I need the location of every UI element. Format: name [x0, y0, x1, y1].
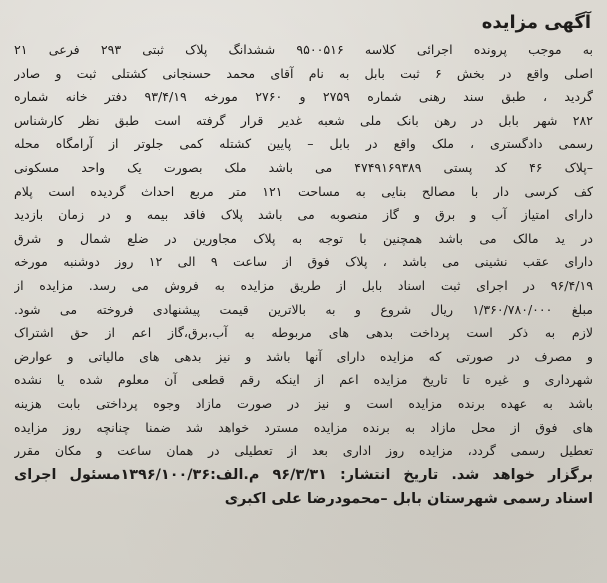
notice-line: تعطیل رسمی گردد، مزایده روز اداری بعد از تعطیلی در همان ساعت و مکان مقرر: [14, 443, 593, 459]
notice-line: ۲۸۲ شهر بابل در رهن بانک ملی شعبه غدیر قرار گرفته است طبق نظر کارشناس: [14, 112, 593, 128]
notice-line: دارای عقب نشینی می باشد ، پلاک فوق از ساعت ۹ الی ۱۲ روز دوشنبه مورخه: [14, 254, 593, 270]
notice-closing-line: برگزار خواهد شد. تاریخ انتشار: ۹۶/۳/۳۱ م.الف:۱۳۹۶/۱۰۰/۳۶مسئول اجرای: [14, 466, 593, 483]
notice-line: لازم به ذکر است پرداخت بدهی های مربوطه به آب،برق،گاز اعم از حق اشتراک: [14, 325, 593, 341]
notice-line: –پلاک ۴۶ کد پستی ۴۷۴۹۱۶۹۳۸۹ می باشد ملک بصورت یک واحد مسکونی: [14, 159, 593, 175]
notice-line: گردید ، طبق سند رهنی شماره ۲۷۵۹ و ۲۷۶۰ مورخه ۹۳/۴/۱۹ دفتر خانه شماره: [14, 89, 593, 105]
paper-speck: [402, 311, 404, 313]
notice-body: [14, 38, 593, 463]
notice-title: آگهی مزایده: [481, 12, 591, 33]
notice-line: و مصرف در صورتی که مزایده دارای آنها باشد و نیز بدهی های مالیاتی و عوارض: [14, 348, 593, 364]
notice-line: رسمی دادگستری ، ملک واقع در بابل – پایین کشتله کمی جلوتر از آرامگاه محله: [14, 136, 593, 152]
notice-line: دارای امتیاز آب و برق و گاز منصوبه می باشد پلاک فاقد بیمه و در زمان بازدید: [14, 207, 593, 223]
notice-line: باشد به عهده برنده مزایده است و نیز در صورت مازاد وجوه پرداختی بابت هزینه: [14, 395, 593, 411]
notice-line: ۹۶/۴/۱۹ در اجرای ثبت اسناد بابل از طریق مزایده به فروش می رسد. مزایده از: [14, 277, 593, 293]
notice-line: اصلی واقع در بخش ۶ ثبت بابل به نام آقای محمد حسنجانی کشتلی ثبت و صادر: [14, 65, 593, 81]
notice-line: کف کرسی دار با مصالح بنایی به مساحت ۱۲۱ متر مربع احداث گردیده است پلام: [14, 183, 593, 199]
paper-speck: [88, 146, 91, 149]
notice-line: مبلغ ۱/۳۶۰/۷۸۰/۰۰۰ ریال شروع و به بالاترین قیمت پیشنهادی فروخته می شود.: [14, 301, 593, 317]
notice-line: شهرداری و غیره تا تاریخ مزایده اعم از اینکه رقم قطعی آن معلوم شده یا نشده: [14, 372, 593, 388]
notice-signature: اسناد رسمی شهرستان بابل –محمودرضا علی اکبری: [224, 490, 593, 507]
notice-line: های فوق از محل مازاد به برنده مزایده مسترد خواهد شد ضمنا چنانچه روز مزایده: [14, 419, 593, 435]
notice-line: در ید مالک می باشد همچنین با توجه به پلاک مجاورین در ضلع شمال و شرق: [14, 230, 593, 246]
paper-speck: [236, 498, 239, 500]
notice-line: به موجب پرونده اجرائی کلاسه ۹۵۰۰۵۱۶ ششدانگ پلاک ثبتی ۲۹۳ فرعی ۲۱: [14, 42, 593, 57]
